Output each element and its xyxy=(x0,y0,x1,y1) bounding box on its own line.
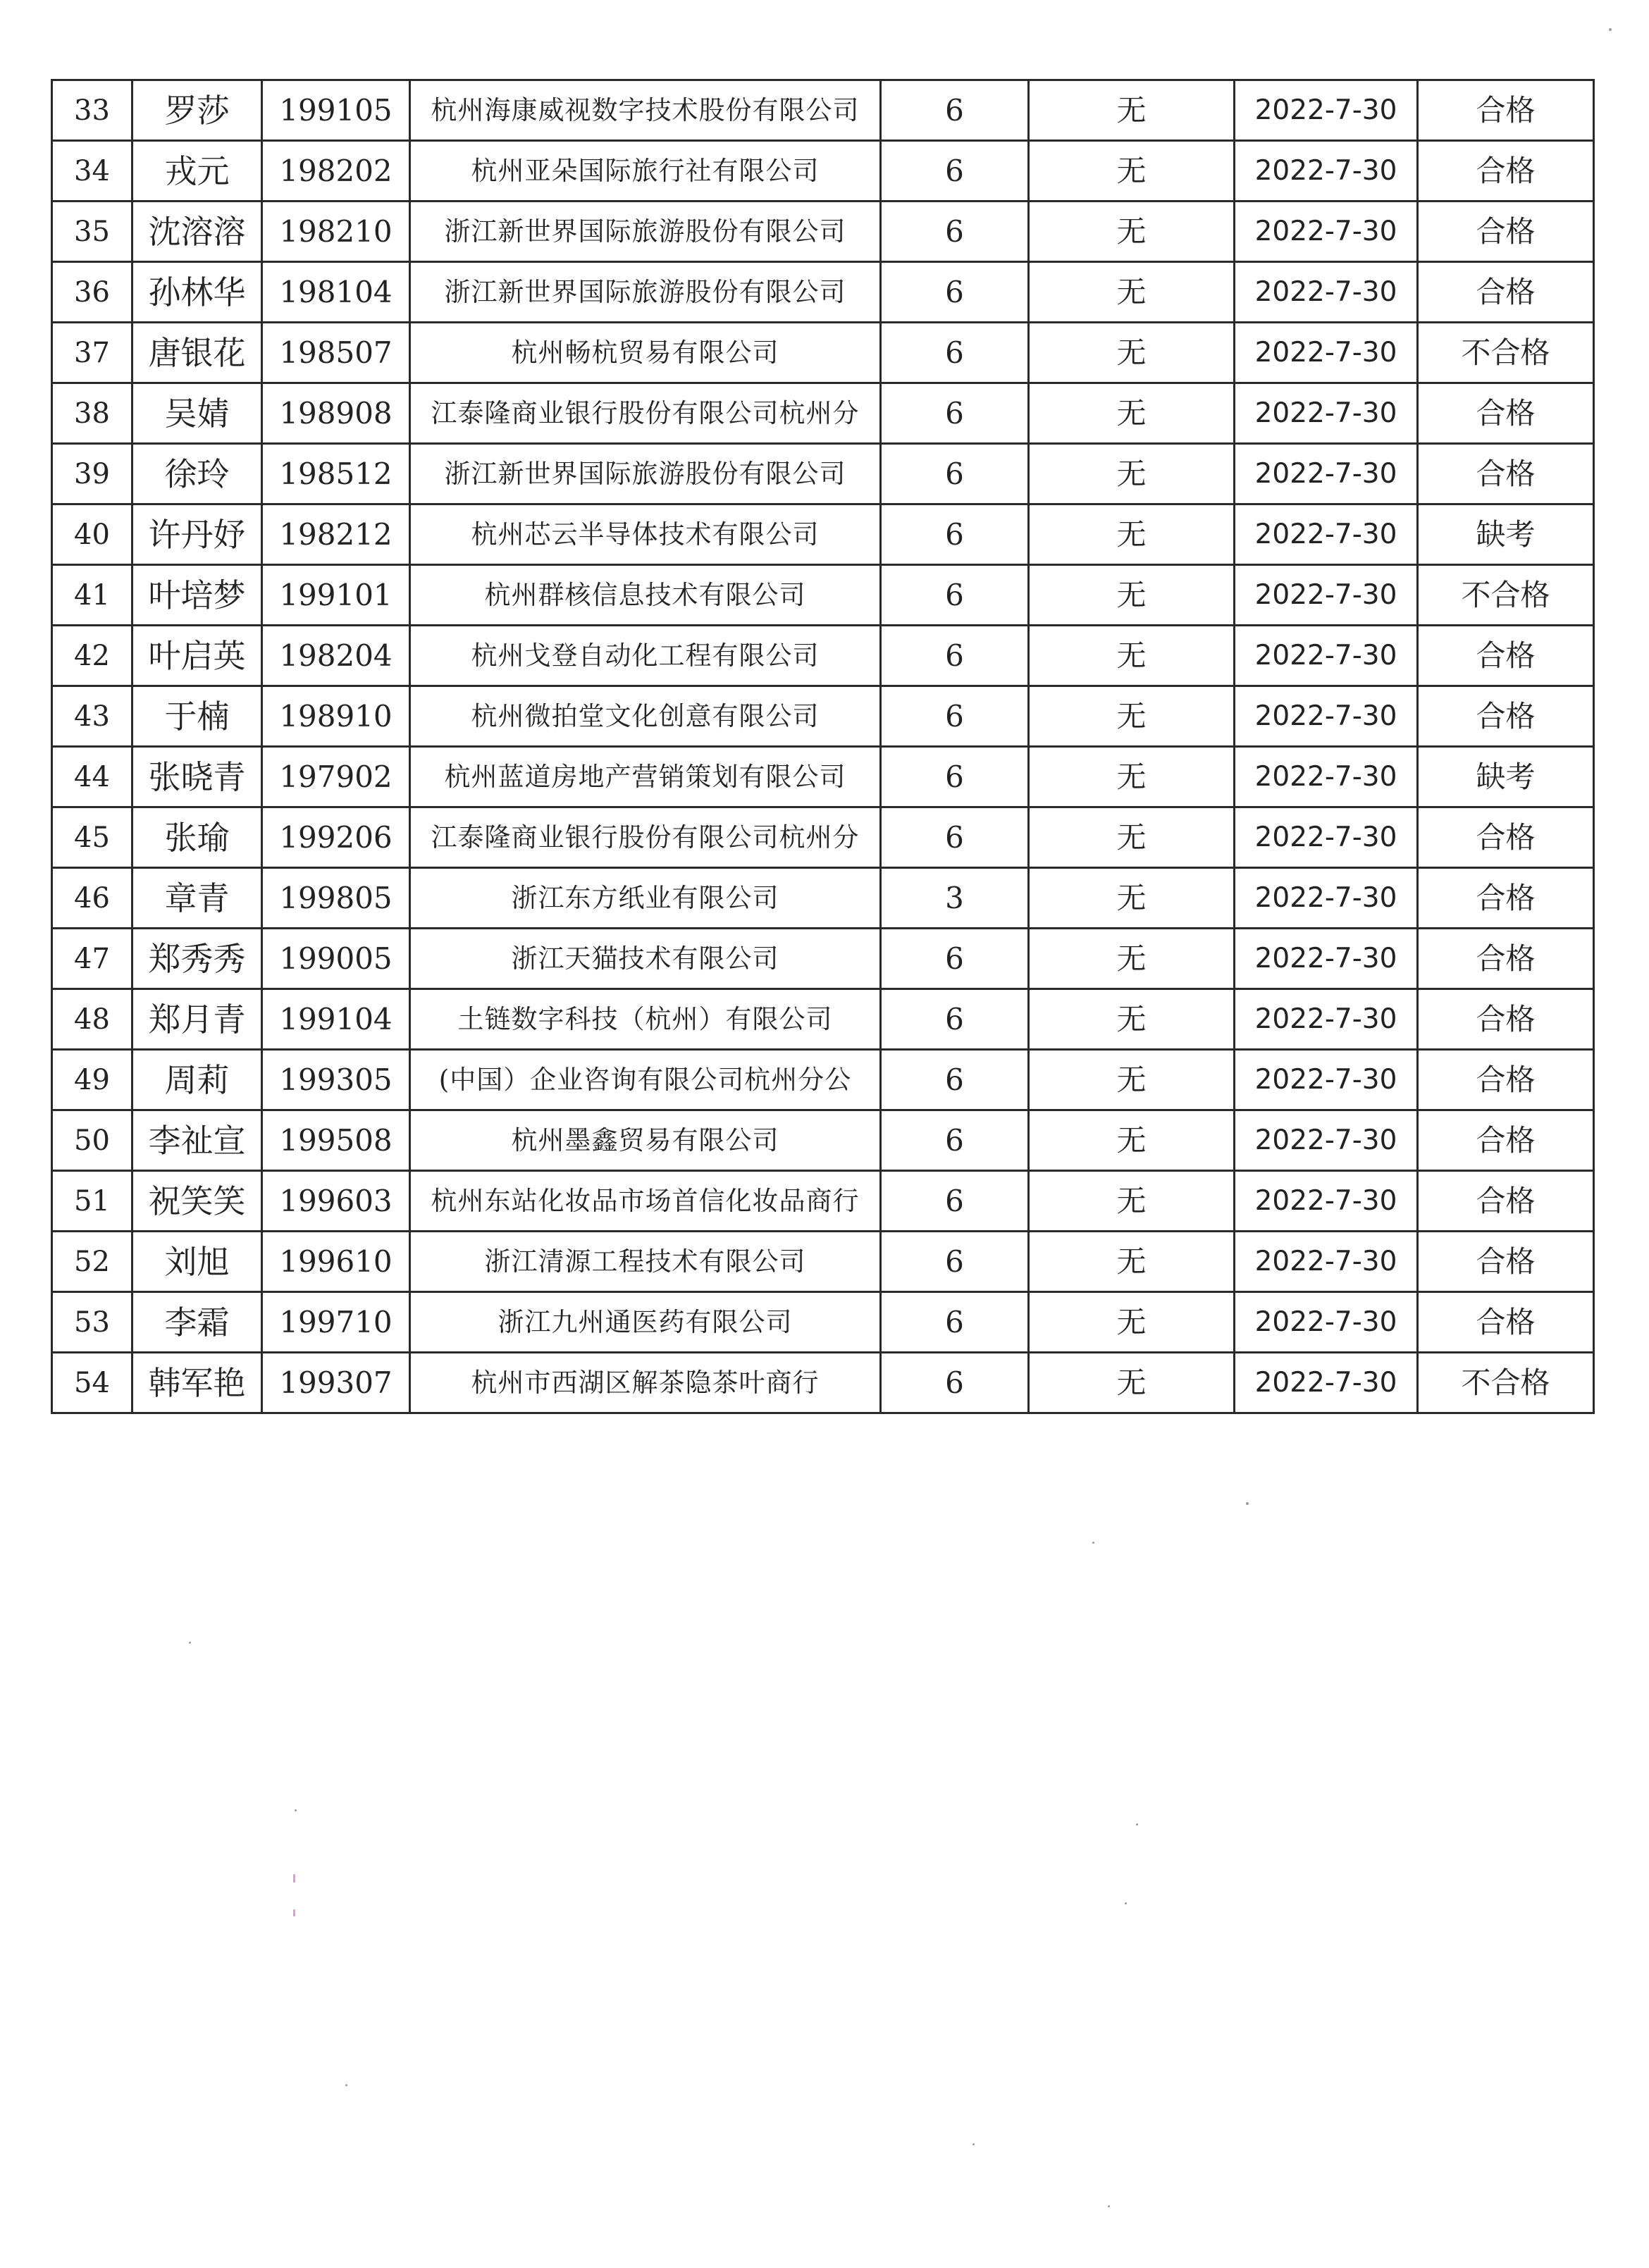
exam-date: 2022-7-30 xyxy=(1235,383,1418,444)
exam-date: 2022-7-30 xyxy=(1235,747,1418,807)
row-number: 48 xyxy=(52,989,132,1050)
note-value: 无 xyxy=(1029,444,1235,504)
person-id: 199710 xyxy=(262,1292,410,1353)
exam-date: 2022-7-30 xyxy=(1235,686,1418,747)
row-number: 54 xyxy=(52,1353,132,1413)
note-value: 无 xyxy=(1029,868,1235,929)
table-row xyxy=(52,747,1594,807)
company-name: (中国）企业咨询有限公司杭州分公 xyxy=(410,1050,881,1110)
table-row xyxy=(52,383,1594,444)
person-name: 吴婧 xyxy=(132,383,262,444)
company-name: 浙江新世界国际旅游股份有限公司 xyxy=(410,444,881,504)
table-row xyxy=(52,1232,1594,1292)
note-value: 无 xyxy=(1029,747,1235,807)
company-name: 土链数字科技（杭州）有限公司 xyxy=(410,989,881,1050)
row-number: 42 xyxy=(52,626,132,686)
note-value: 无 xyxy=(1029,989,1235,1050)
result-value: 合格 xyxy=(1418,807,1594,868)
result-value: 合格 xyxy=(1418,686,1594,747)
result-value: 缺考 xyxy=(1418,504,1594,565)
company-name: 浙江新世界国际旅游股份有限公司 xyxy=(410,202,881,262)
row-number: 33 xyxy=(52,80,132,141)
person-id: 197902 xyxy=(262,747,410,807)
scan-speck xyxy=(293,1874,295,1883)
company-name: 杭州芯云半导体技术有限公司 xyxy=(410,504,881,565)
note-value: 无 xyxy=(1029,504,1235,565)
count-value: 6 xyxy=(881,80,1029,141)
company-name: 杭州海康威视数字技术股份有限公司 xyxy=(410,80,881,141)
count-value: 6 xyxy=(881,444,1029,504)
scan-speck xyxy=(1108,2205,1110,2207)
result-value: 合格 xyxy=(1418,626,1594,686)
table-row xyxy=(52,1353,1594,1413)
person-id: 199603 xyxy=(262,1171,410,1232)
company-name: 杭州东站化妆品市场首信化妆品商行 xyxy=(410,1171,881,1232)
person-name: 郑月青 xyxy=(132,989,262,1050)
result-value: 合格 xyxy=(1418,1110,1594,1171)
table-body xyxy=(52,80,1594,1413)
count-value: 6 xyxy=(881,1171,1029,1232)
person-id: 198212 xyxy=(262,504,410,565)
exam-date: 2022-7-30 xyxy=(1235,444,1418,504)
result-value: 合格 xyxy=(1418,989,1594,1050)
person-name: 刘旭 xyxy=(132,1232,262,1292)
person-name: 许丹妤 xyxy=(132,504,262,565)
company-name: 浙江九州通医药有限公司 xyxy=(410,1292,881,1353)
person-id: 198210 xyxy=(262,202,410,262)
row-number: 45 xyxy=(52,807,132,868)
table-row xyxy=(52,686,1594,747)
row-number: 50 xyxy=(52,1110,132,1171)
person-id: 199005 xyxy=(262,929,410,989)
count-value: 6 xyxy=(881,202,1029,262)
row-number: 34 xyxy=(52,141,132,202)
exam-date: 2022-7-30 xyxy=(1235,202,1418,262)
exam-date: 2022-7-30 xyxy=(1235,868,1418,929)
result-value: 合格 xyxy=(1418,444,1594,504)
results-table xyxy=(51,79,1595,1414)
row-number: 38 xyxy=(52,383,132,444)
exam-date: 2022-7-30 xyxy=(1235,1110,1418,1171)
table-row xyxy=(52,141,1594,202)
person-name: 罗莎 xyxy=(132,80,262,141)
table-row xyxy=(52,80,1594,141)
person-id: 199104 xyxy=(262,989,410,1050)
note-value: 无 xyxy=(1029,1110,1235,1171)
exam-date: 2022-7-30 xyxy=(1235,262,1418,323)
result-value: 不合格 xyxy=(1418,565,1594,626)
exam-date: 2022-7-30 xyxy=(1235,80,1418,141)
person-id: 199805 xyxy=(262,868,410,929)
person-id: 199206 xyxy=(262,807,410,868)
table-row xyxy=(52,444,1594,504)
exam-date: 2022-7-30 xyxy=(1235,141,1418,202)
table-row xyxy=(52,1292,1594,1353)
count-value: 6 xyxy=(881,262,1029,323)
result-value: 合格 xyxy=(1418,202,1594,262)
note-value: 无 xyxy=(1029,1171,1235,1232)
exam-date: 2022-7-30 xyxy=(1235,1171,1418,1232)
company-name: 浙江天猫技术有限公司 xyxy=(410,929,881,989)
person-id: 199610 xyxy=(262,1232,410,1292)
person-name: 张瑜 xyxy=(132,807,262,868)
person-name: 张晓青 xyxy=(132,747,262,807)
exam-date: 2022-7-30 xyxy=(1235,504,1418,565)
result-value: 合格 xyxy=(1418,1292,1594,1353)
table-row xyxy=(52,1050,1594,1110)
exam-date: 2022-7-30 xyxy=(1235,1292,1418,1353)
scan-speck xyxy=(1609,28,1612,31)
row-number: 47 xyxy=(52,929,132,989)
note-value: 无 xyxy=(1029,1353,1235,1413)
person-id: 198202 xyxy=(262,141,410,202)
result-value: 合格 xyxy=(1418,262,1594,323)
company-name: 浙江新世界国际旅游股份有限公司 xyxy=(410,262,881,323)
note-value: 无 xyxy=(1029,1292,1235,1353)
row-number: 51 xyxy=(52,1171,132,1232)
person-name: 叶培梦 xyxy=(132,565,262,626)
table-row xyxy=(52,989,1594,1050)
exam-date: 2022-7-30 xyxy=(1235,1353,1418,1413)
person-name: 韩军艳 xyxy=(132,1353,262,1413)
table-row xyxy=(52,202,1594,262)
person-id: 198908 xyxy=(262,383,410,444)
row-number: 44 xyxy=(52,747,132,807)
scan-speck xyxy=(1092,1542,1094,1544)
result-value: 合格 xyxy=(1418,929,1594,989)
company-name: 杭州畅杭贸易有限公司 xyxy=(410,323,881,383)
row-number: 35 xyxy=(52,202,132,262)
person-name: 章青 xyxy=(132,868,262,929)
scan-speck xyxy=(972,2143,975,2145)
exam-date: 2022-7-30 xyxy=(1235,1232,1418,1292)
result-value: 合格 xyxy=(1418,1171,1594,1232)
count-value: 6 xyxy=(881,929,1029,989)
row-number: 39 xyxy=(52,444,132,504)
row-number: 43 xyxy=(52,686,132,747)
result-value: 合格 xyxy=(1418,141,1594,202)
note-value: 无 xyxy=(1029,1050,1235,1110)
person-name: 戎元 xyxy=(132,141,262,202)
exam-date: 2022-7-30 xyxy=(1235,807,1418,868)
scan-speck xyxy=(295,1809,297,1811)
note-value: 无 xyxy=(1029,262,1235,323)
person-name: 沈溶溶 xyxy=(132,202,262,262)
count-value: 6 xyxy=(881,807,1029,868)
table-row xyxy=(52,565,1594,626)
exam-date: 2022-7-30 xyxy=(1235,565,1418,626)
scan-speck xyxy=(1246,1502,1249,1505)
table-row xyxy=(52,1110,1594,1171)
result-value: 合格 xyxy=(1418,868,1594,929)
person-id: 199305 xyxy=(262,1050,410,1110)
row-number: 53 xyxy=(52,1292,132,1353)
person-id: 199101 xyxy=(262,565,410,626)
count-value: 6 xyxy=(881,686,1029,747)
count-value: 6 xyxy=(881,626,1029,686)
count-value: 6 xyxy=(881,383,1029,444)
result-value: 不合格 xyxy=(1418,1353,1594,1413)
person-name: 叶启英 xyxy=(132,626,262,686)
count-value: 6 xyxy=(881,141,1029,202)
exam-date: 2022-7-30 xyxy=(1235,1050,1418,1110)
result-value: 缺考 xyxy=(1418,747,1594,807)
row-number: 36 xyxy=(52,262,132,323)
exam-date: 2022-7-30 xyxy=(1235,929,1418,989)
row-number: 41 xyxy=(52,565,132,626)
note-value: 无 xyxy=(1029,565,1235,626)
note-value: 无 xyxy=(1029,807,1235,868)
scan-speck xyxy=(345,2084,347,2086)
table-row xyxy=(52,929,1594,989)
row-number: 52 xyxy=(52,1232,132,1292)
count-value: 6 xyxy=(881,1292,1029,1353)
person-name: 李霜 xyxy=(132,1292,262,1353)
result-value: 不合格 xyxy=(1418,323,1594,383)
person-id: 198204 xyxy=(262,626,410,686)
count-value: 6 xyxy=(881,1353,1029,1413)
row-number: 49 xyxy=(52,1050,132,1110)
note-value: 无 xyxy=(1029,202,1235,262)
table-row xyxy=(52,1171,1594,1232)
company-name: 杭州微拍堂文化创意有限公司 xyxy=(410,686,881,747)
company-name: 江泰隆商业银行股份有限公司杭州分 xyxy=(410,383,881,444)
note-value: 无 xyxy=(1029,929,1235,989)
person-name: 于楠 xyxy=(132,686,262,747)
result-value: 合格 xyxy=(1418,1232,1594,1292)
scan-speck xyxy=(1125,1902,1127,1904)
note-value: 无 xyxy=(1029,1232,1235,1292)
note-value: 无 xyxy=(1029,141,1235,202)
count-value: 6 xyxy=(881,565,1029,626)
note-value: 无 xyxy=(1029,686,1235,747)
count-value: 6 xyxy=(881,747,1029,807)
note-value: 无 xyxy=(1029,80,1235,141)
person-id: 198910 xyxy=(262,686,410,747)
scan-speck xyxy=(1136,1823,1138,1826)
table-row xyxy=(52,626,1594,686)
company-name: 江泰隆商业银行股份有限公司杭州分 xyxy=(410,807,881,868)
table-row xyxy=(52,868,1594,929)
company-name: 杭州蓝道房地产营销策划有限公司 xyxy=(410,747,881,807)
exam-date: 2022-7-30 xyxy=(1235,626,1418,686)
table-row xyxy=(52,262,1594,323)
person-id: 198512 xyxy=(262,444,410,504)
exam-date: 2022-7-30 xyxy=(1235,989,1418,1050)
person-name: 祝笑笑 xyxy=(132,1171,262,1232)
person-name: 郑秀秀 xyxy=(132,929,262,989)
count-value: 6 xyxy=(881,1110,1029,1171)
count-value: 6 xyxy=(881,323,1029,383)
table-row xyxy=(52,807,1594,868)
person-id: 198104 xyxy=(262,262,410,323)
person-id: 198507 xyxy=(262,323,410,383)
note-value: 无 xyxy=(1029,626,1235,686)
table-row xyxy=(52,504,1594,565)
count-value: 6 xyxy=(881,1232,1029,1292)
person-name: 孙林华 xyxy=(132,262,262,323)
company-name: 杭州墨鑫贸易有限公司 xyxy=(410,1110,881,1171)
count-value: 3 xyxy=(881,868,1029,929)
count-value: 6 xyxy=(881,1050,1029,1110)
company-name: 杭州亚朵国际旅行社有限公司 xyxy=(410,141,881,202)
person-name: 周莉 xyxy=(132,1050,262,1110)
person-name: 李祉宣 xyxy=(132,1110,262,1171)
result-value: 合格 xyxy=(1418,383,1594,444)
person-name: 徐玲 xyxy=(132,444,262,504)
company-name: 杭州市西湖区解茶隐茶叶商行 xyxy=(410,1353,881,1413)
note-value: 无 xyxy=(1029,323,1235,383)
count-value: 6 xyxy=(881,989,1029,1050)
scan-speck xyxy=(293,1909,295,1916)
row-number: 46 xyxy=(52,868,132,929)
table-row xyxy=(52,323,1594,383)
person-id: 199307 xyxy=(262,1353,410,1413)
note-value: 无 xyxy=(1029,383,1235,444)
count-value: 6 xyxy=(881,504,1029,565)
company-name: 杭州群核信息技术有限公司 xyxy=(410,565,881,626)
person-id: 199508 xyxy=(262,1110,410,1171)
person-id: 199105 xyxy=(262,80,410,141)
company-name: 杭州戈登自动化工程有限公司 xyxy=(410,626,881,686)
row-number: 40 xyxy=(52,504,132,565)
result-value: 合格 xyxy=(1418,1050,1594,1110)
row-number: 37 xyxy=(52,323,132,383)
result-value: 合格 xyxy=(1418,80,1594,141)
company-name: 浙江东方纸业有限公司 xyxy=(410,868,881,929)
scan-speck xyxy=(189,1642,191,1644)
person-name: 唐银花 xyxy=(132,323,262,383)
exam-date: 2022-7-30 xyxy=(1235,323,1418,383)
company-name: 浙江清源工程技术有限公司 xyxy=(410,1232,881,1292)
